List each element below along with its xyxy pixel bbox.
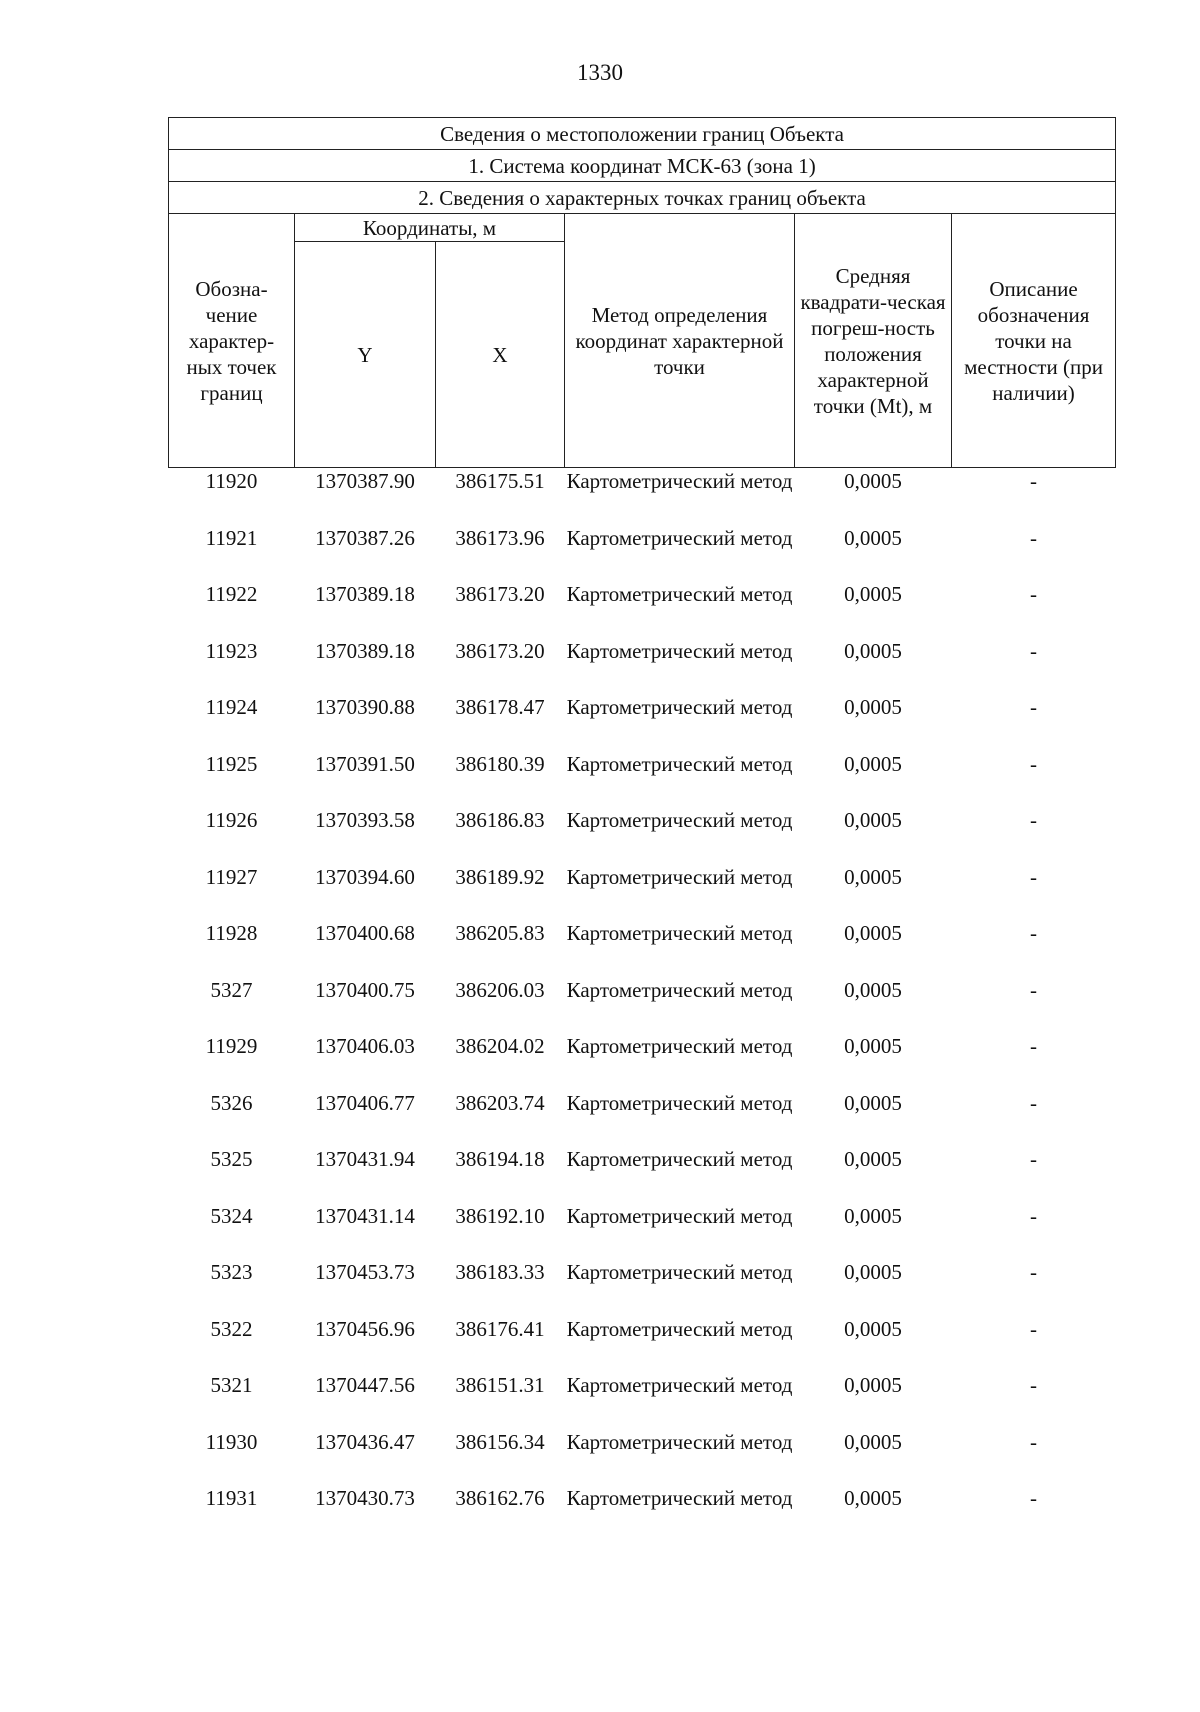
x-coordinate-header: X [436, 242, 565, 468]
y-coordinate-cell: 1370394.60 [315, 864, 415, 889]
method-header: Метод определения координат характерной точки [565, 214, 795, 468]
error-cell: 0,0005 [844, 1260, 902, 1284]
point-id-cell: 5323 [210, 1260, 253, 1284]
y-coordinate-cell: 1370387.26 [315, 525, 415, 550]
method-cell: Картометрический метод [566, 1147, 793, 1171]
point-id-cell: 11931 [205, 1486, 258, 1510]
coordinates-header: Координаты, м [295, 214, 565, 242]
error-cell: 0,0005 [844, 864, 902, 889]
error-cell: 0,0005 [844, 808, 902, 832]
table-body [169, 468, 1116, 1542]
point-id-cell: 11925 [205, 751, 258, 776]
table-row [169, 1372, 1116, 1429]
description-cell: - [1030, 695, 1038, 719]
error-cell: 0,0005 [844, 1373, 902, 1397]
x-coordinate-cell: 386175.51 [455, 469, 545, 493]
x-coordinate-cell: 386204.02 [455, 1034, 545, 1058]
x-coordinate-cell: 386180.39 [455, 751, 545, 776]
method-cell: Картометрический метод [566, 921, 793, 945]
description-header: Описание обозначения точки на местности (при наличии) [952, 214, 1116, 468]
method-cell: Картометрический метод [566, 525, 793, 550]
table-row [169, 864, 1116, 921]
y-coordinate-cell: 1370447.56 [315, 1373, 415, 1397]
x-coordinate-cell: 386173.96 [455, 525, 545, 550]
table-row [169, 1316, 1116, 1373]
x-coordinate-cell: 386173.20 [455, 582, 545, 606]
y-coordinate-cell: 1370431.14 [315, 1203, 415, 1228]
x-coordinate-cell: 386176.41 [455, 1316, 545, 1341]
method-cell: Картометрический метод [566, 1034, 793, 1058]
point-id-cell: 11927 [205, 864, 258, 889]
points-section-title: 2. Сведения о характерных точках границ объекта [169, 182, 1116, 214]
coordinate-system-title: 1. Система координат МСК-63 (зона 1) [169, 150, 1116, 182]
error-cell: 0,0005 [844, 1429, 902, 1454]
y-coordinate-cell: 1370391.50 [315, 751, 415, 776]
point-id-cell: 11922 [205, 582, 258, 606]
error-cell: 0,0005 [844, 582, 902, 606]
error-header: Средняя квадрати-ческая погреш-ность положения характерной точки (Mt), м [795, 214, 952, 468]
point-id-cell: 11921 [205, 525, 258, 550]
designation-header: Обозна-чение характер-ных точек границ [169, 214, 295, 468]
method-cell: Картометрический метод [566, 751, 793, 776]
table-row [169, 694, 1116, 751]
error-cell: 0,0005 [844, 1090, 902, 1115]
table-row [169, 1203, 1116, 1260]
description-cell: - [1030, 921, 1038, 945]
method-cell: Картометрический метод [566, 1316, 793, 1341]
method-cell: Картометрический метод [566, 1090, 793, 1115]
y-coordinate-cell: 1370436.47 [315, 1429, 415, 1454]
error-cell: 0,0005 [844, 1203, 902, 1228]
method-cell: Картометрический метод [566, 1260, 793, 1284]
point-id-cell: 11924 [205, 695, 258, 719]
description-cell: - [1030, 977, 1038, 1002]
method-cell: Картометрический метод [566, 1203, 793, 1228]
method-cell: Картометрический метод [566, 808, 793, 832]
table-row [169, 468, 1116, 525]
table-row [169, 751, 1116, 808]
x-coordinate-cell: 386178.47 [455, 695, 545, 719]
description-cell: - [1030, 751, 1038, 776]
error-cell: 0,0005 [844, 1486, 902, 1510]
point-id-cell: 5327 [210, 977, 253, 1002]
table-row [169, 1429, 1116, 1486]
page-number: 1330 [577, 60, 623, 85]
y-coordinate-cell: 1370431.94 [315, 1147, 415, 1171]
table-row [169, 525, 1116, 582]
method-cell: Картометрический метод [566, 1373, 793, 1397]
description-cell: - [1030, 1034, 1038, 1058]
error-cell: 0,0005 [844, 638, 902, 663]
description-cell: - [1030, 1429, 1038, 1454]
x-coordinate-cell: 386194.18 [455, 1147, 545, 1171]
method-cell: Картометрический метод [566, 864, 793, 889]
x-coordinate-cell: 386173.20 [455, 638, 545, 663]
y-coordinate-header: Y [295, 242, 436, 468]
y-coordinate-cell: 1370406.03 [315, 1034, 415, 1058]
method-cell: Картометрический метод [566, 469, 793, 493]
y-coordinate-cell: 1370393.58 [315, 808, 415, 832]
table-row [169, 581, 1116, 638]
y-coordinate-cell: 1370430.73 [315, 1486, 415, 1510]
table-row [169, 920, 1116, 977]
description-cell: - [1030, 1316, 1038, 1341]
x-coordinate-cell: 386203.74 [455, 1090, 545, 1115]
table-header [169, 118, 1116, 468]
point-id-cell: 5322 [210, 1316, 253, 1341]
x-coordinate-cell: 386205.83 [455, 921, 545, 945]
description-cell: - [1030, 582, 1038, 606]
y-coordinate-cell: 1370389.18 [315, 582, 415, 606]
error-cell: 0,0005 [844, 1147, 902, 1171]
description-cell: - [1030, 469, 1038, 493]
error-cell: 0,0005 [844, 1316, 902, 1341]
description-cell: - [1030, 808, 1038, 832]
y-coordinate-cell: 1370390.88 [315, 695, 415, 719]
x-coordinate-cell: 386156.34 [455, 1429, 545, 1454]
point-id-cell: 5326 [210, 1090, 253, 1115]
error-cell: 0,0005 [844, 525, 902, 550]
table-row [169, 977, 1116, 1034]
point-id-cell: 11920 [205, 469, 258, 493]
point-id-cell: 11930 [205, 1429, 258, 1454]
table-row [169, 1259, 1116, 1316]
description-cell: - [1030, 1090, 1038, 1115]
boundary-points-table [168, 117, 1116, 1542]
table-row [169, 1090, 1116, 1147]
table-row [169, 807, 1116, 864]
method-cell: Картометрический метод [566, 582, 793, 606]
description-cell: - [1030, 864, 1038, 889]
method-cell: Картометрический метод [566, 1429, 793, 1454]
y-coordinate-cell: 1370387.90 [315, 469, 415, 493]
y-coordinate-cell: 1370456.96 [315, 1316, 415, 1341]
error-cell: 0,0005 [844, 695, 902, 719]
point-id-cell: 11923 [205, 638, 258, 663]
description-cell: - [1030, 1486, 1038, 1510]
method-cell: Картометрический метод [566, 695, 793, 719]
method-cell: Картометрический метод [566, 638, 793, 663]
description-cell: - [1030, 525, 1038, 550]
x-coordinate-cell: 386186.83 [455, 808, 545, 832]
table-row [169, 1485, 1116, 1542]
y-coordinate-cell: 1370400.75 [315, 977, 415, 1002]
error-cell: 0,0005 [844, 1034, 902, 1058]
method-cell: Картометрический метод [566, 977, 793, 1002]
error-cell: 0,0005 [844, 751, 902, 776]
point-id-cell: 5324 [210, 1203, 253, 1228]
y-coordinate-cell: 1370389.18 [315, 638, 415, 663]
description-cell: - [1030, 1203, 1038, 1228]
method-cell: Картометрический метод [566, 1486, 793, 1510]
point-id-cell: 5321 [210, 1373, 253, 1397]
table-title: Сведения о местоположении границ Объекта [169, 118, 1116, 150]
error-cell: 0,0005 [844, 469, 902, 493]
x-coordinate-cell: 386192.10 [455, 1203, 545, 1228]
point-id-cell: 11926 [205, 808, 258, 832]
point-id-cell: 5325 [210, 1147, 253, 1171]
y-coordinate-cell: 1370453.73 [315, 1260, 415, 1284]
x-coordinate-cell: 386183.33 [455, 1260, 545, 1284]
x-coordinate-cell: 386151.31 [455, 1373, 545, 1397]
description-cell: - [1030, 1373, 1038, 1397]
y-coordinate-cell: 1370400.68 [315, 921, 415, 945]
table-row [169, 1146, 1116, 1203]
description-cell: - [1030, 1260, 1038, 1284]
x-coordinate-cell: 386206.03 [455, 977, 545, 1002]
description-cell: - [1030, 1147, 1038, 1171]
table-row [169, 638, 1116, 695]
description-cell: - [1030, 638, 1038, 663]
error-cell: 0,0005 [844, 921, 902, 945]
error-cell: 0,0005 [844, 977, 902, 1002]
x-coordinate-cell: 386189.92 [455, 864, 545, 889]
point-id-cell: 11928 [205, 921, 258, 945]
y-coordinate-cell: 1370406.77 [315, 1090, 415, 1115]
point-id-cell: 11929 [205, 1034, 258, 1058]
x-coordinate-cell: 386162.76 [455, 1486, 545, 1510]
table-row [169, 1033, 1116, 1090]
